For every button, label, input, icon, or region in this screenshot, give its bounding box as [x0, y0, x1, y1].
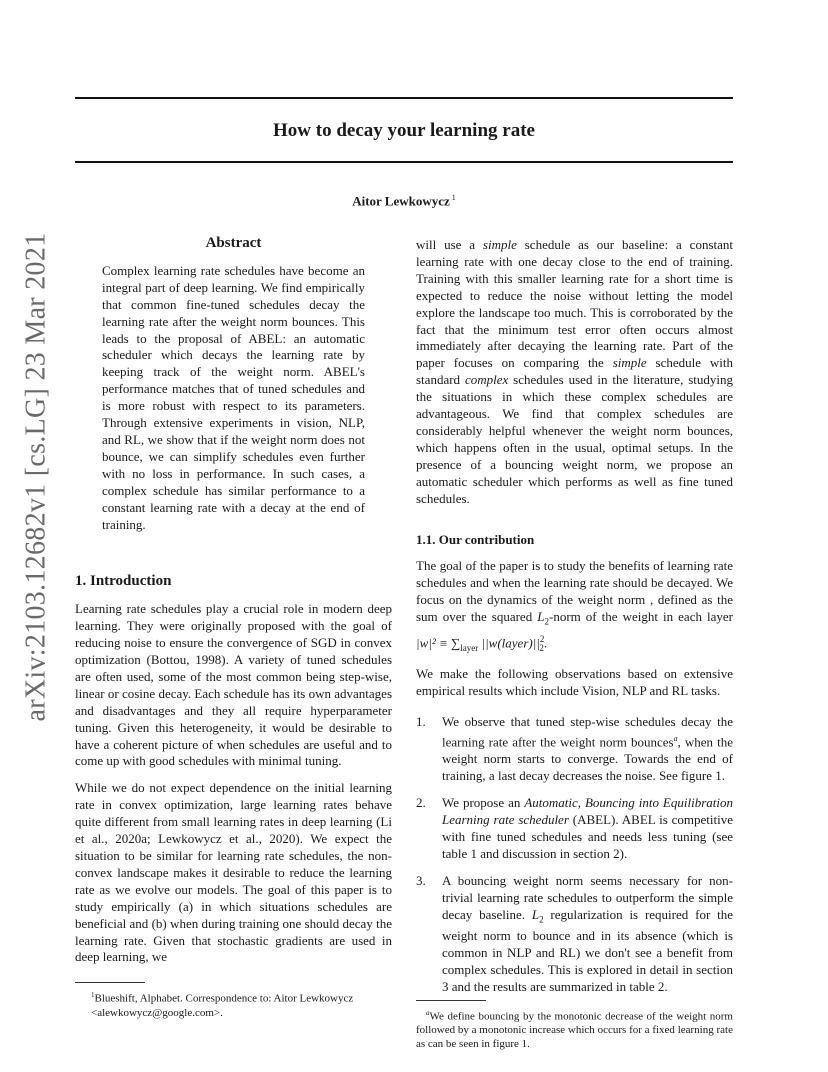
list-item	[416, 873, 733, 996]
top-rule	[75, 97, 733, 99]
math-subscript: 2	[539, 914, 544, 925]
footnote-bouncing	[416, 1006, 733, 1052]
footnote-mark: 1	[91, 991, 95, 1000]
text-run: schedules used in the literature, studying the situations in which these complex schedules are advantageous. We find that complex schedules are considerably helpful whenever the weight norm bounces, which happens often in the usual, optimal setups. In the presence of a bouncing weight norm, we propose an automatic scheduler which performs as well as fine tuned schedules.	[416, 372, 734, 506]
list-item-text	[442, 873, 733, 996]
intro-paragraph-3	[416, 237, 733, 508]
math-subscript: 2	[539, 642, 544, 653]
introduction-heading: 1. Introduction	[75, 573, 172, 590]
arxiv-stamp	[6, 232, 66, 722]
text-run: .	[543, 634, 548, 650]
text-run: schedule as our baseline: a constant learning rate with one decay close to the end of training. Training with this smaller learning rate for a short time is expected to reduce the noise without letting the model explore the landscape too much. This is corroborated by the fact that the minimum test error often occurs almost immediately after decaying the learning rate. Part of the paper focuses on comparing the	[416, 237, 733, 371]
text-run: The goal of the paper is to study the benefits of learning rate schedules and when the learning rate should be decayed. We focus on the dynamics of the weight norm , defined as the sum over the squared	[416, 558, 733, 625]
abstract-text: Complex learning rate schedules have become an integral part of deep learning. We find empirically that common fine-tuned schedules decay the learning rate after the weight norm bounces. This leads to the proposal of ABEL: an automatic scheduler which decays the learning rate by keeping track of the weight norm. ABEL's performance matches that of tuned schedules and is more robust with respect to its parameters. Through extensive experiments in vision, NLP, and RL, we show that if the weight norm does not bounce, we can simplify schedules even further with no loss in performance. In such cases, a complex schedule has similar performance to a constant learning rate with a decay at the end of training.	[102, 262, 365, 532]
contribution-paragraph-1	[416, 558, 733, 656]
text-run: regularization is required for the weight norm to bounce and in its absence (which is common in NLP and RL) we don't see a benefit from complex schedules. This is explored in detail in section 3 and the results are summarized in table 2.	[442, 906, 733, 994]
left-column	[75, 235, 392, 1020]
footnote-text: We define bouncing by the monotonic decrease of the weight norm followed by a monotonic increase which occurs for a fixed learning rate as can be seen in figure 1.	[416, 1010, 733, 1051]
list-item-text	[442, 714, 733, 785]
abstract-heading: Abstract	[205, 235, 262, 251]
intro-paragraph-1: Learning rate schedules play a crucial role in modern deep learning. They were originally proposed with the goal of reducing noise to ensure the convergence of SGD in convex optimization (Bottou, 1998). A variety of tuned schedules are often used, some of the most common being step-wise, linear or cosine decay. Each schedule has its own advantages and disadvantages and they all require hyperparameter tuning. Given this heterogeneity, it would be desirable to have a coherent picture of when schedules are useful and to come up with good schedules with minimal tuning.	[75, 601, 392, 769]
list-item-number: 2.	[416, 795, 426, 811]
math-subscript: 2	[544, 616, 549, 627]
list-item-number: 3.	[416, 872, 426, 888]
text-run: schedule with standard	[416, 355, 733, 388]
math-formula: ||w(layer)||	[478, 634, 540, 650]
list-item	[416, 795, 733, 863]
contribution-heading: 1.1. Our contribution	[416, 531, 535, 547]
footnote-rule	[416, 1000, 486, 1001]
emphasis-simple: simple	[612, 355, 647, 371]
contribution-list	[416, 714, 733, 996]
text-run: We observe that tuned step-wise schedules decay the learning rate after the weight norm bounces	[442, 714, 733, 750]
math-subscript: layer	[460, 642, 479, 653]
contribution-paragraph-2: We make the following observations based on extensive empirical results which include Vision, NLP and RL tasks.	[416, 666, 733, 699]
emphasis-simple: simple	[482, 237, 517, 252]
footnote-mark: a	[673, 734, 678, 744]
text-run: , when the weight norm starts to converge. Towards the end of training, a last decay decreases the noise. See figure 1.	[442, 734, 733, 784]
title-bottom-rule	[75, 161, 733, 163]
math-l: L	[531, 906, 540, 922]
footnote-affiliation	[75, 988, 392, 1020]
right-column	[416, 237, 733, 1051]
text-run: We propose an	[442, 795, 525, 811]
arxiv-stamp-text: arXiv:2103.12682v1 [cs.LG] 23 Mar 2021	[20, 232, 52, 722]
list-item-text	[442, 795, 733, 863]
footnote-mark: a	[426, 1008, 430, 1017]
list-item	[416, 714, 733, 785]
text-run: (ABEL). ABEL is competitive with fine tuned schedules and needs less tuning (see table 1 and discussion in section 2).	[442, 812, 733, 861]
intro-paragraph-2: While we do not expect dependence on the initial learning rate in convex optimization, large learning rates behave quite different from small learning rates in deep learning (Li et al., 2020a; Lewkowycz et al., 2020). We expect the situation to be similar for learning rate schedules, the non-convex landscape makes it desirable to reduce the learning rate as we evolve our models. The goal of this paper is to study empirically (a) in which situations schedules are beneficial and (b) when during training one should decay the learning rate. Given that stochastic gradients are used in deep learning, we	[75, 780, 392, 965]
text-run: A bouncing weight norm seems necessary for non-trivial learning rate schedules to outperform the simple decay baseline.	[442, 872, 733, 922]
emphasis-complex: complex	[464, 372, 509, 388]
footnote-rule	[75, 982, 145, 983]
list-item-number: 1.	[416, 714, 426, 730]
paper-title: How to decay your learning rate	[273, 120, 535, 141]
text-run: -norm of the weight in each layer	[548, 609, 733, 625]
footnote-text: Blueshift, Alphabet. Correspondence to: Aitor Lewkowycz <alewkowycz@google.com>.	[91, 993, 354, 1019]
math-l: L	[537, 609, 545, 625]
math-superscript: 2	[539, 633, 545, 644]
author-affiliation-mark: 1	[451, 193, 456, 202]
emphasis-abel: Automatic, Bouncing into Equilibration Learning rate scheduler	[442, 795, 733, 828]
author-line	[75, 193, 733, 209]
text-run: will use a	[416, 237, 483, 252]
math-formula: |w|² ≡ ∑	[416, 634, 461, 650]
author-name: Aitor Lewkowycz	[352, 193, 450, 209]
